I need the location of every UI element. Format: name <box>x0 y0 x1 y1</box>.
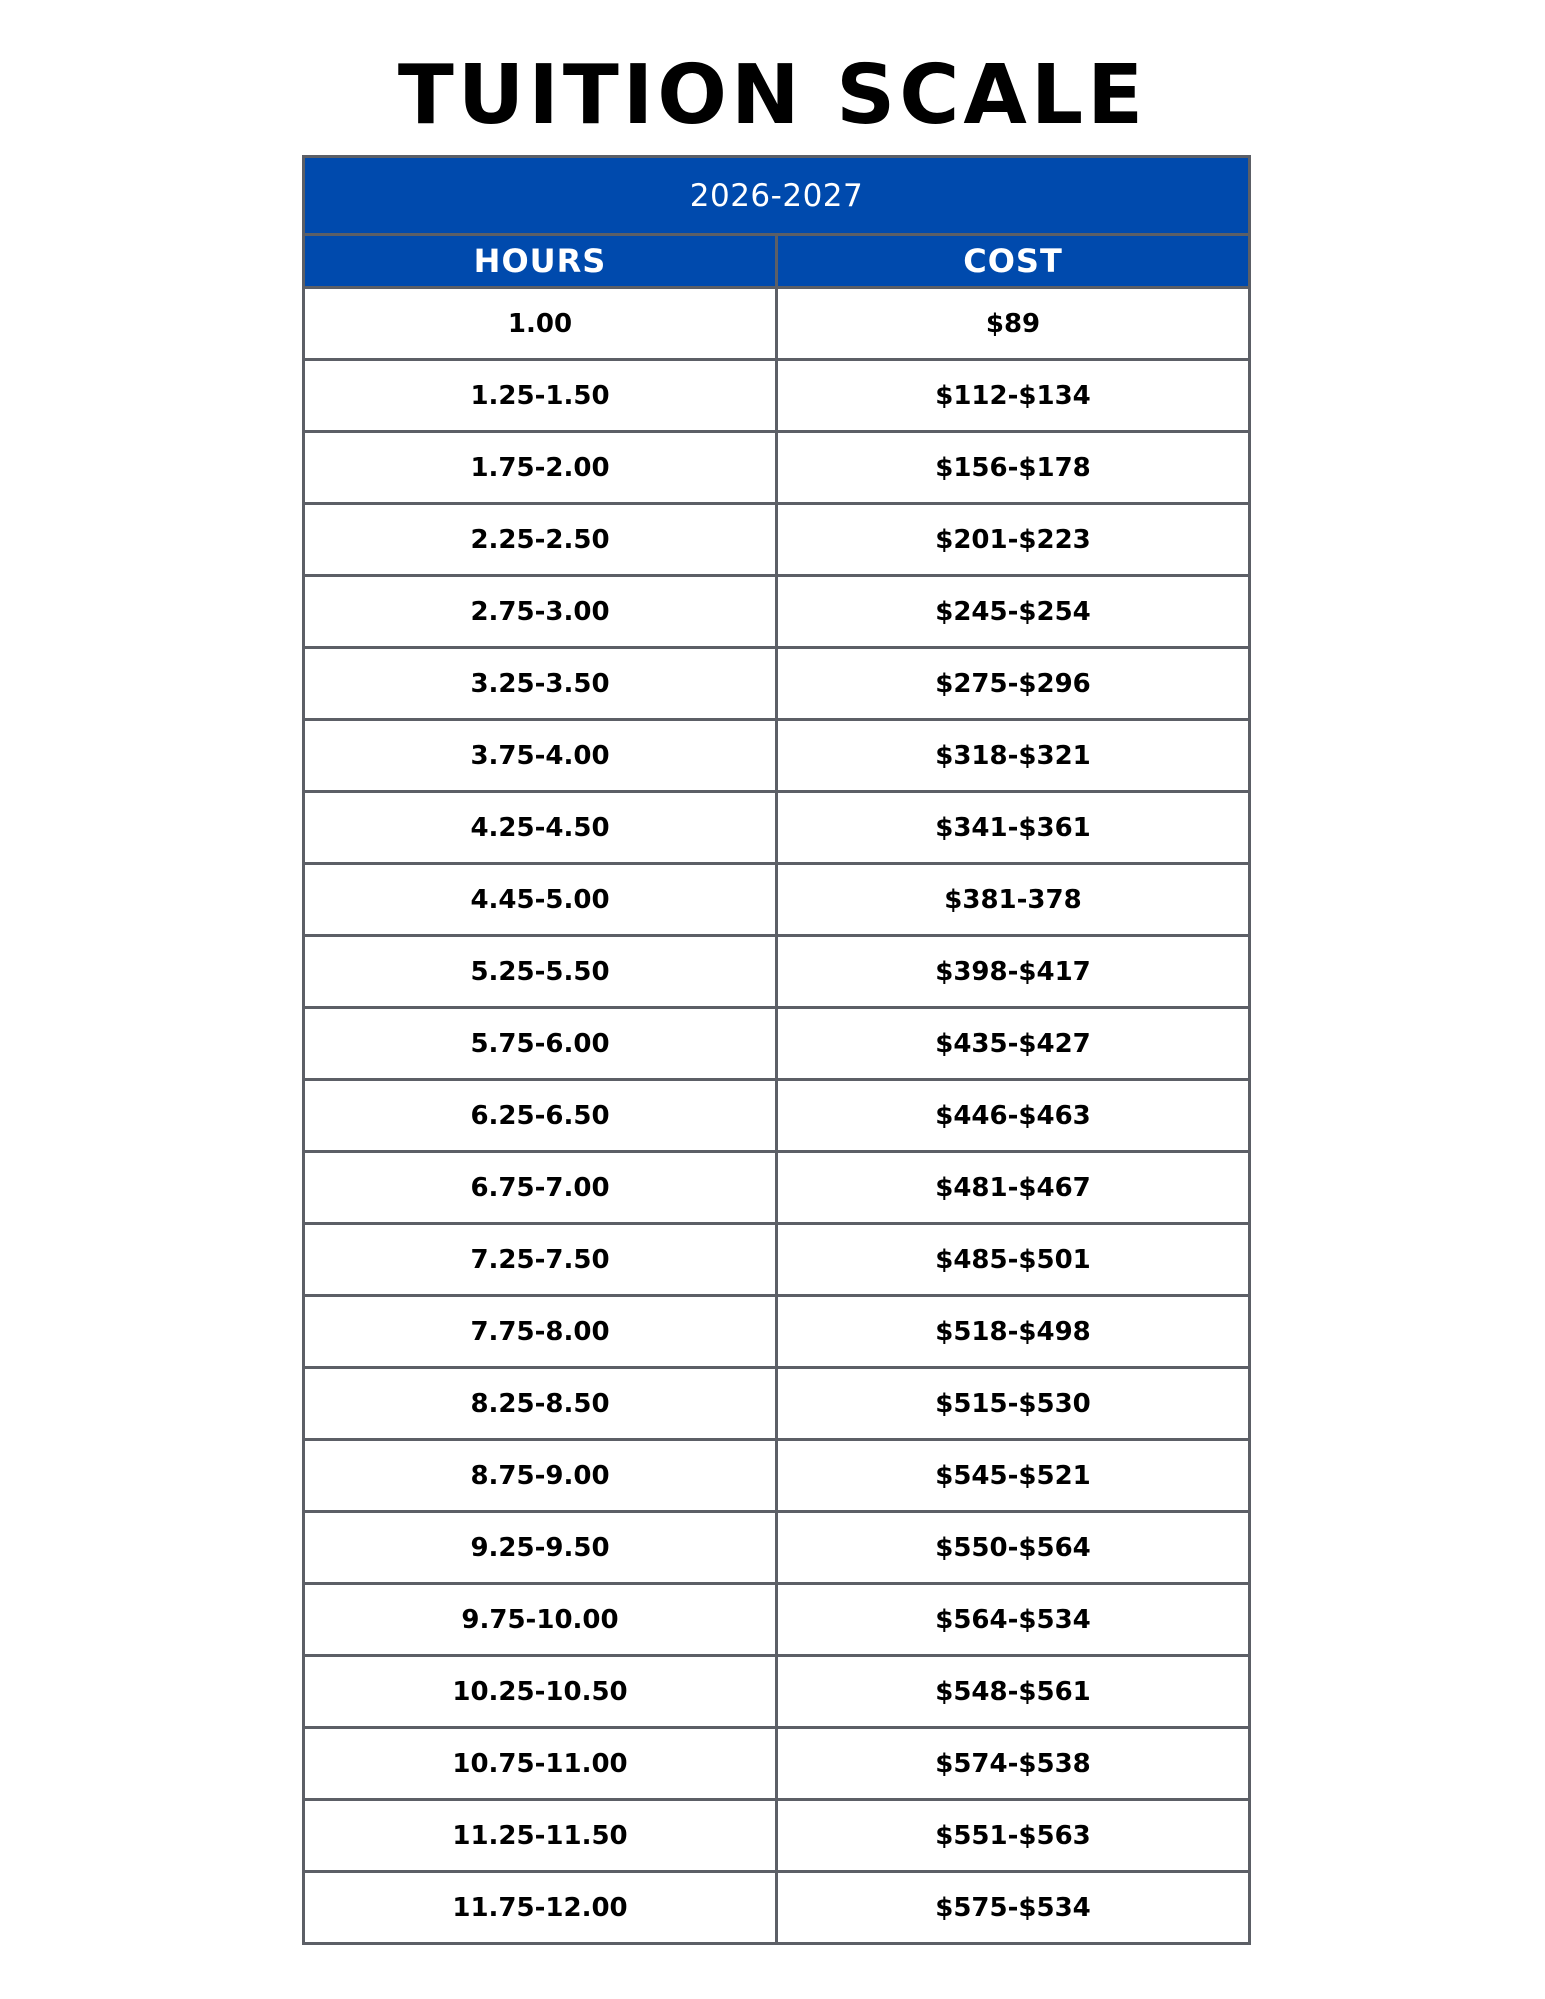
cost-cell: $545-$521 <box>777 1440 1250 1512</box>
hours-column-header: HOURS <box>304 235 777 288</box>
table-row <box>304 1584 1250 1656</box>
hours-cell: 10.75-11.00 <box>304 1728 777 1800</box>
hours-cell: 8.75-9.00 <box>304 1440 777 1512</box>
cost-cell: $548-$561 <box>777 1656 1250 1728</box>
year-row <box>304 157 1250 235</box>
table-row <box>304 1296 1250 1368</box>
hours-cell: 9.25-9.50 <box>304 1512 777 1584</box>
hours-cell: 7.25-7.50 <box>304 1224 777 1296</box>
hours-cell: 6.25-6.50 <box>304 1080 777 1152</box>
table-body <box>304 288 1250 1944</box>
hours-cell: 3.25-3.50 <box>304 648 777 720</box>
cost-cell: $574-$538 <box>777 1728 1250 1800</box>
table-row <box>304 432 1250 504</box>
hours-cell: 5.75-6.00 <box>304 1008 777 1080</box>
hours-cell: 11.25-11.50 <box>304 1800 777 1872</box>
cost-cell: $515-$530 <box>777 1368 1250 1440</box>
hours-cell: 10.25-10.50 <box>304 1656 777 1728</box>
table-row <box>304 1080 1250 1152</box>
cost-column-header: COST <box>777 235 1250 288</box>
hours-cell: 3.75-4.00 <box>304 720 777 792</box>
table-row <box>304 576 1250 648</box>
tuition-table <box>302 155 1251 1945</box>
page-title: TUITION SCALE <box>397 48 1148 143</box>
cost-cell: $89 <box>777 288 1250 360</box>
cost-cell: $112-$134 <box>777 360 1250 432</box>
cost-cell: $156-$178 <box>777 432 1250 504</box>
hours-cell: 1.00 <box>304 288 777 360</box>
table-row <box>304 1440 1250 1512</box>
cost-cell: $318-$321 <box>777 720 1250 792</box>
cost-cell: $518-$498 <box>777 1296 1250 1368</box>
hours-cell: 2.75-3.00 <box>304 576 777 648</box>
table-row <box>304 1368 1250 1440</box>
cost-cell: $575-$534 <box>777 1872 1250 1944</box>
table-row <box>304 1872 1250 1944</box>
hours-cell: 11.75-12.00 <box>304 1872 777 1944</box>
cost-cell: $341-$361 <box>777 792 1250 864</box>
table-row <box>304 288 1250 360</box>
header-row <box>304 235 1250 288</box>
table-row <box>304 936 1250 1008</box>
cost-cell: $381-378 <box>777 864 1250 936</box>
table-row <box>304 360 1250 432</box>
year-label: 2026-2027 <box>304 157 1250 235</box>
cost-cell: $245-$254 <box>777 576 1250 648</box>
cost-cell: $551-$563 <box>777 1800 1250 1872</box>
hours-cell: 6.75-7.00 <box>304 1152 777 1224</box>
table-row <box>304 1224 1250 1296</box>
table-row <box>304 1728 1250 1800</box>
table-row <box>304 1008 1250 1080</box>
cost-cell: $398-$417 <box>777 936 1250 1008</box>
table-row <box>304 504 1250 576</box>
table-row <box>304 648 1250 720</box>
table-row <box>304 1656 1250 1728</box>
table-row <box>304 792 1250 864</box>
hours-cell: 1.75-2.00 <box>304 432 777 504</box>
cost-cell: $435-$427 <box>777 1008 1250 1080</box>
cost-cell: $275-$296 <box>777 648 1250 720</box>
cost-cell: $446-$463 <box>777 1080 1250 1152</box>
table-row <box>304 720 1250 792</box>
table-row <box>304 1512 1250 1584</box>
hours-cell: 5.25-5.50 <box>304 936 777 1008</box>
hours-cell: 8.25-8.50 <box>304 1368 777 1440</box>
table-row <box>304 1800 1250 1872</box>
cost-cell: $485-$501 <box>777 1224 1250 1296</box>
hours-cell: 7.75-8.00 <box>304 1296 777 1368</box>
hours-cell: 9.75-10.00 <box>304 1584 777 1656</box>
hours-cell: 1.25-1.50 <box>304 360 777 432</box>
hours-cell: 2.25-2.50 <box>304 504 777 576</box>
hours-cell: 4.45-5.00 <box>304 864 777 936</box>
hours-cell: 4.25-4.50 <box>304 792 777 864</box>
table-row <box>304 1152 1250 1224</box>
cost-cell: $201-$223 <box>777 504 1250 576</box>
cost-cell: $550-$564 <box>777 1512 1250 1584</box>
cost-cell: $481-$467 <box>777 1152 1250 1224</box>
cost-cell: $564-$534 <box>777 1584 1250 1656</box>
table-row <box>304 864 1250 936</box>
